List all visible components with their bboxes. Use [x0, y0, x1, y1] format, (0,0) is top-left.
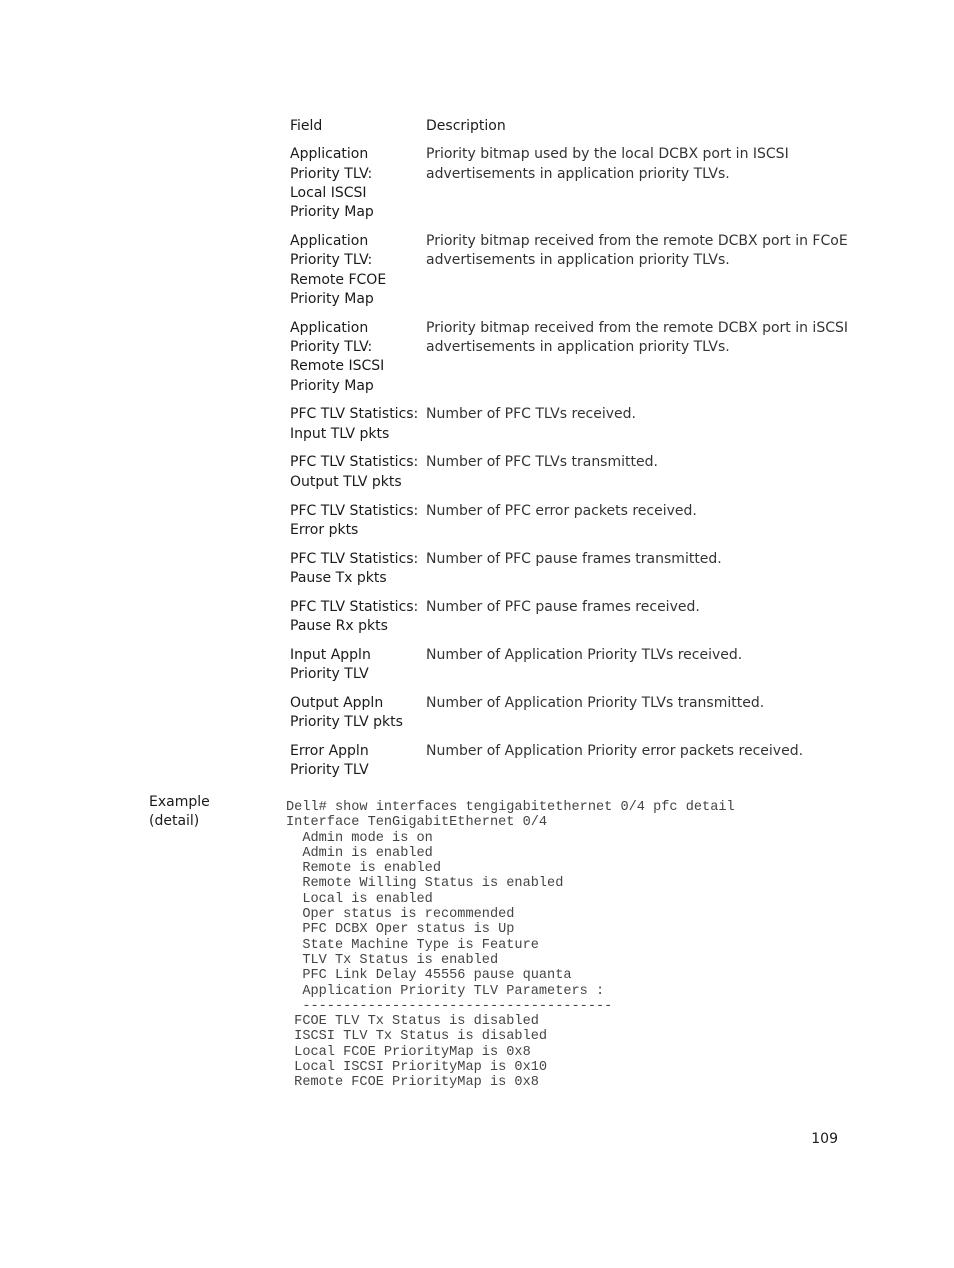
field-cell: Error Appln Priority TLV	[290, 743, 369, 779]
description-cell: Number of Application Priority TLVs transmitted.	[426, 694, 765, 711]
description-cell: Number of PFC TLVs received.	[426, 406, 636, 423]
description-cell: Number of PFC pause frames received.	[426, 598, 700, 615]
field-cell: Application Priority TLV: Local ISCSI Priority Map	[290, 146, 374, 221]
table-row	[290, 453, 850, 492]
description-cell: Priority bitmap used by the local DCBX port in ISCSI advertisements in application priority TLVs.	[426, 146, 789, 182]
description-cell: Number of PFC TLVs transmitted.	[426, 454, 658, 471]
table-row	[290, 550, 850, 589]
field-cell: Input Appln Priority TLV	[290, 646, 371, 683]
example-label: Example (detail)	[149, 794, 210, 830]
field-cell: PFC TLV Statistics: Output TLV pkts	[290, 454, 419, 490]
description-cell: Number of PFC pause frames transmitted.	[426, 550, 722, 567]
field-cell: PFC TLV Statistics: Input TLV pkts	[290, 406, 419, 442]
table-row	[290, 145, 850, 222]
field-cell: PFC TLV Statistics: Pause Rx pkts	[290, 598, 419, 635]
description-column-header: Description	[426, 118, 506, 134]
field-cell: PFC TLV Statistics: Error pkts	[290, 502, 419, 538]
table-header	[290, 117, 850, 136]
description-cell: Number of PFC error packets received.	[426, 502, 697, 519]
table-row	[290, 319, 850, 396]
table-row	[290, 694, 850, 733]
field-cell: PFC TLV Statistics: Pause Tx pkts	[290, 550, 419, 586]
field-cell: Application Priority TLV: Remote ISCSI Priority Map	[290, 319, 385, 394]
description-cell: Number of Application Priority TLVs received.	[426, 646, 743, 663]
table-row	[290, 232, 850, 309]
field-description-table	[290, 117, 850, 790]
table-row	[290, 598, 850, 637]
table-row	[290, 405, 850, 444]
field-cell: Application Priority TLV: Remote FCOE Priority Map	[290, 232, 387, 307]
table-row	[290, 502, 850, 541]
page-number: 109	[811, 1131, 838, 1147]
description-cell: Priority bitmap received from the remote DCBX port in iSCSI advertisements in application priority TLVs.	[426, 319, 848, 355]
example-code-block: Dell# show interfaces tengigabitethernet 0/4 pfc detail Interface TenGigabitEthernet 0/4 Admin mode is on Admin is enabled Remote is enabled Remote Willing Status is enabled Local is enabled Oper status is recommended PFC DCBX Oper status is Up State Machine Type is Feature TLV Tx Status is enabled PFC Link Delay 45556 pause quanta Application Priority TLV Parameters : -------------------------------------- FCOE TLV Tx Status is disabled ISCSI TLV Tx Status is disabled Local FCOE PriorityMap is 0x8 Local ISCSI PriorityMap is 0x10 Remote FCOE PriorityMap is 0x8	[286, 800, 735, 1091]
field-column-header: Field	[290, 118, 323, 134]
description-cell: Priority bitmap received from the remote DCBX port in FCoE advertisements in application priority TLVs.	[426, 232, 848, 269]
field-cell: Output Appln Priority TLV pkts	[290, 694, 403, 731]
description-cell: Number of Application Priority error packets received.	[426, 743, 804, 760]
table-row	[290, 646, 850, 685]
table-row	[290, 742, 850, 781]
